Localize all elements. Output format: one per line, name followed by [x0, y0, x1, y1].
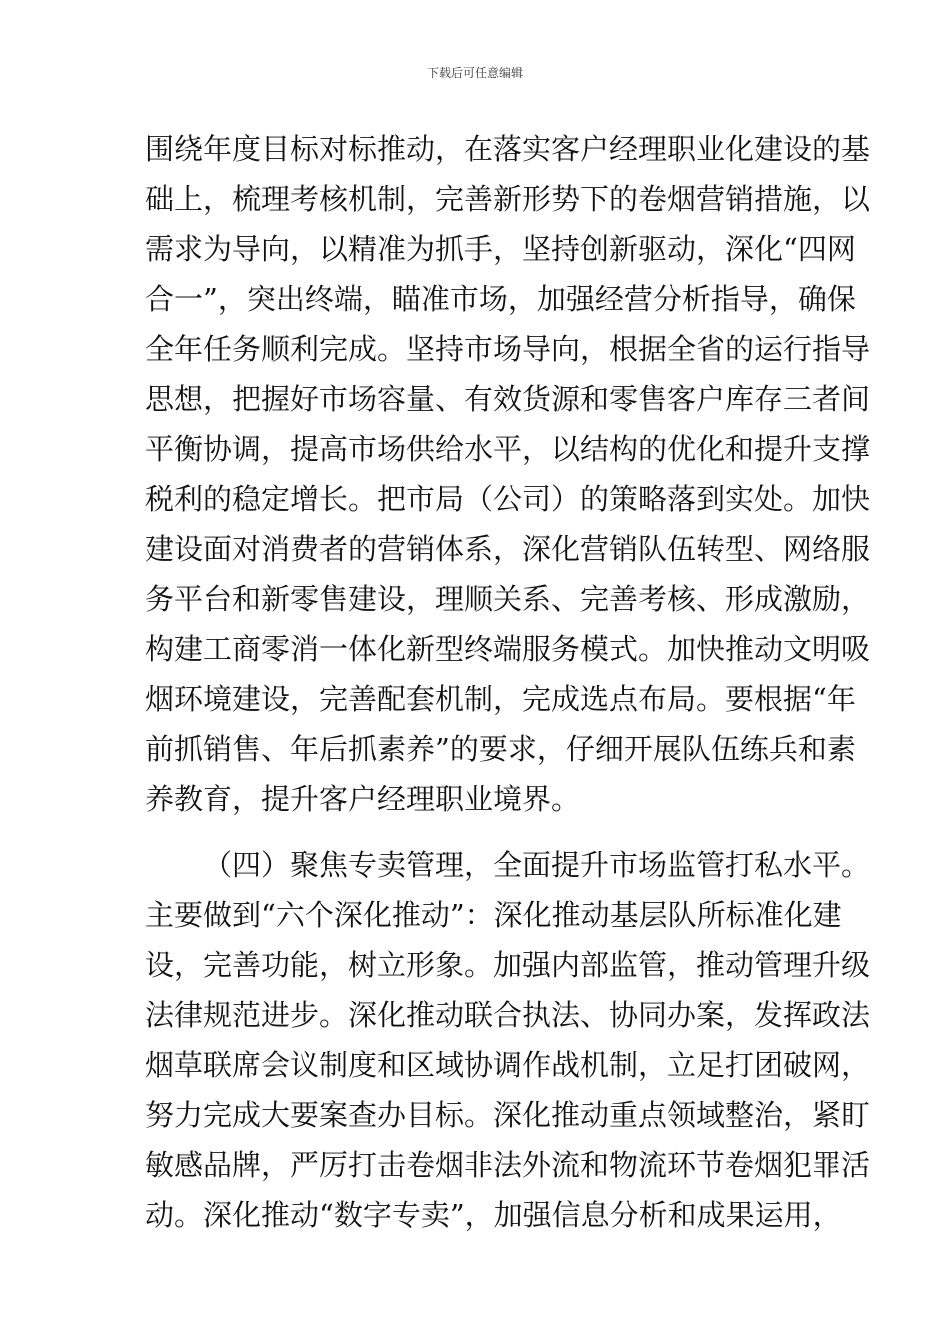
text-line: 需求为导向，以精准为抓手，坚持创新驱动，深化“四网: [145, 232, 856, 266]
text-line: 平衡协调，提高市场供给水平，以结构的优化和提升支撑: [145, 432, 871, 466]
text-line: 法律规范进步。深化推动联合执法、协同办案，发挥政法: [145, 998, 871, 1032]
section-heading-line: （四）聚焦专卖管理，全面提升市场监管打私水平。: [203, 848, 871, 882]
page-header: 下载后可任意编辑: [426, 66, 523, 80]
text-line: 养教育，提升客户经理职业境界。: [145, 782, 581, 816]
text-line: 思想，把握好市场容量、有效货源和零售客户库存三者间: [145, 382, 871, 416]
text-line: 务平台和新零售建设，理顺关系、完善考核、形成激励，: [145, 582, 871, 616]
paragraph-2: [145, 840, 871, 1240]
text-line: 础上，梳理考核机制，完善新形势下的卷烟营销措施，以: [145, 182, 871, 216]
text-line: 构建工商零消一体化新型终端服务模式。加快推动文明吸: [145, 632, 871, 666]
paragraph-1: [145, 124, 871, 824]
text-line: 主要做到“六个深化推动”：深化推动基层队所标准化建: [145, 898, 842, 932]
text-line: 前抓销售、年后抓素养”的要求，仔细开展队伍练兵和素: [145, 732, 856, 766]
text-line: 税利的稳定增长。把市局（公司）的策略落到实处。加快: [145, 482, 871, 516]
text-line: 全年任务顺利完成。坚持市场导向，根据全省的运行指导: [145, 332, 871, 366]
text-line: 合一”，突出终端，瞄准市场，加强经营分析指导，确保: [145, 282, 856, 316]
text-line: 努力完成大要案查办目标。深化推动重点领域整治，紧盯: [145, 1098, 871, 1132]
text-line: 设，完善功能，树立形象。加强内部监管，推动管理升级: [145, 948, 871, 982]
text-line: 围绕年度目标对标推动，在落实客户经理职业化建设的基: [145, 132, 871, 166]
document-body: [145, 124, 871, 1240]
text-line: 烟草联席会议制度和区域协调作战机制，立足打团破网，: [145, 1048, 871, 1082]
text-line: 烟环境建设，完善配套机制，完成选点布局。要根据“年: [145, 682, 856, 716]
text-line: 建设面对消费者的营销体系，深化营销队伍转型、网络服: [145, 532, 871, 566]
text-line: 动。深化推动“数字专卖”，加强信息分析和成果运用，: [145, 1198, 842, 1232]
text-line: 敏感品牌，严厉打击卷烟非法外流和物流环节卷烟犯罪活: [145, 1148, 871, 1182]
